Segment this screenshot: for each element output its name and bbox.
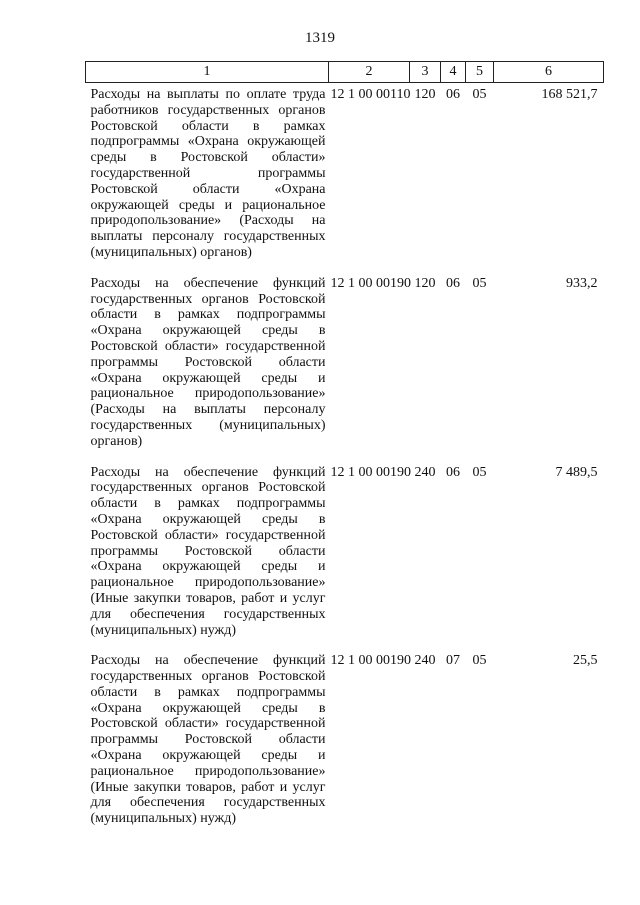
- row-subsection: 05: [472, 275, 487, 291]
- row-section: 07: [446, 653, 460, 669]
- row-target-code: 12 1 00 00190: [330, 275, 411, 291]
- row-subsection: 05: [472, 653, 487, 669]
- row-expense-type: 120: [414, 87, 436, 102]
- table-row: [86, 653, 604, 842]
- row-target-code: 12 1 00 00110: [330, 87, 411, 102]
- row-amount: 933,2: [566, 275, 598, 291]
- column-header-5: 5: [466, 62, 494, 83]
- row-section: 06: [446, 275, 460, 291]
- column-header-1: 1: [86, 62, 329, 83]
- row-expense-type: 240: [414, 464, 436, 480]
- table-row: [86, 465, 604, 654]
- row-amount: 25,5: [573, 653, 598, 669]
- row-amount: 168 521,7: [541, 87, 598, 102]
- page-number: 1319: [305, 30, 335, 46]
- row-section: 06: [446, 464, 460, 480]
- column-header-6: 6: [494, 62, 604, 83]
- table-row: [86, 83, 604, 276]
- row-subsection: 05: [472, 464, 487, 480]
- row-expense-type: 120: [414, 275, 436, 291]
- table-header-row: [86, 62, 604, 83]
- row-amount: 7 489,5: [555, 464, 598, 480]
- row-description: Расходы на обеспечение функций государственных органов Ростовской области в рамках подпрограммы «Охрана окружающей среды в Ростовской области» государственной программы Ростовской области «Охрана окружающей среды и рациональное природопользование» (Расходы на выплаты персоналу государственных (муниципальных) органов): [90, 275, 326, 449]
- row-target-code: 12 1 00 00190: [330, 653, 411, 669]
- row-section: 06: [446, 87, 460, 102]
- column-header-2: 2: [329, 62, 410, 83]
- column-header-3: 3: [410, 62, 441, 83]
- table-row: [86, 276, 604, 465]
- row-expense-type: 240: [414, 653, 436, 669]
- row-description: Расходы на обеспечение функций государственных органов Ростовской области в рамках подпрограммы «Охрана окружающей среды в Ростовской области» государственной программы Ростовской области «Охрана окружающей среды и рациональное природопользование» (Иные закупки товаров, работ и услуг для обеспечения государственных (муниципальных) нужд): [90, 653, 326, 827]
- row-description: Расходы на выплаты по оплате труда работников государственных органов Ростовской области в рамках подпрограммы «Охрана окружающей среды в Ростовской области» государственной программы Ростовской области «Охрана окружающей среды и рациональное природопользование» (Расходы на выплаты персоналу государственных (муниципальных) органов): [90, 87, 326, 260]
- row-target-code: 12 1 00 00190: [330, 464, 411, 480]
- row-description: Расходы на обеспечение функций государственных органов Ростовской области в рамках подпрограммы «Охрана окружающей среды в Ростовской области» государственной программы Ростовской области «Охрана окружающей среды и рациональное природопользование» (Иные закупки товаров, работ и услуг для обеспечения государственных (муниципальных) нужд): [90, 464, 326, 638]
- column-header-4: 4: [441, 62, 466, 83]
- budget-table: [85, 61, 604, 842]
- row-subsection: 05: [472, 87, 487, 102]
